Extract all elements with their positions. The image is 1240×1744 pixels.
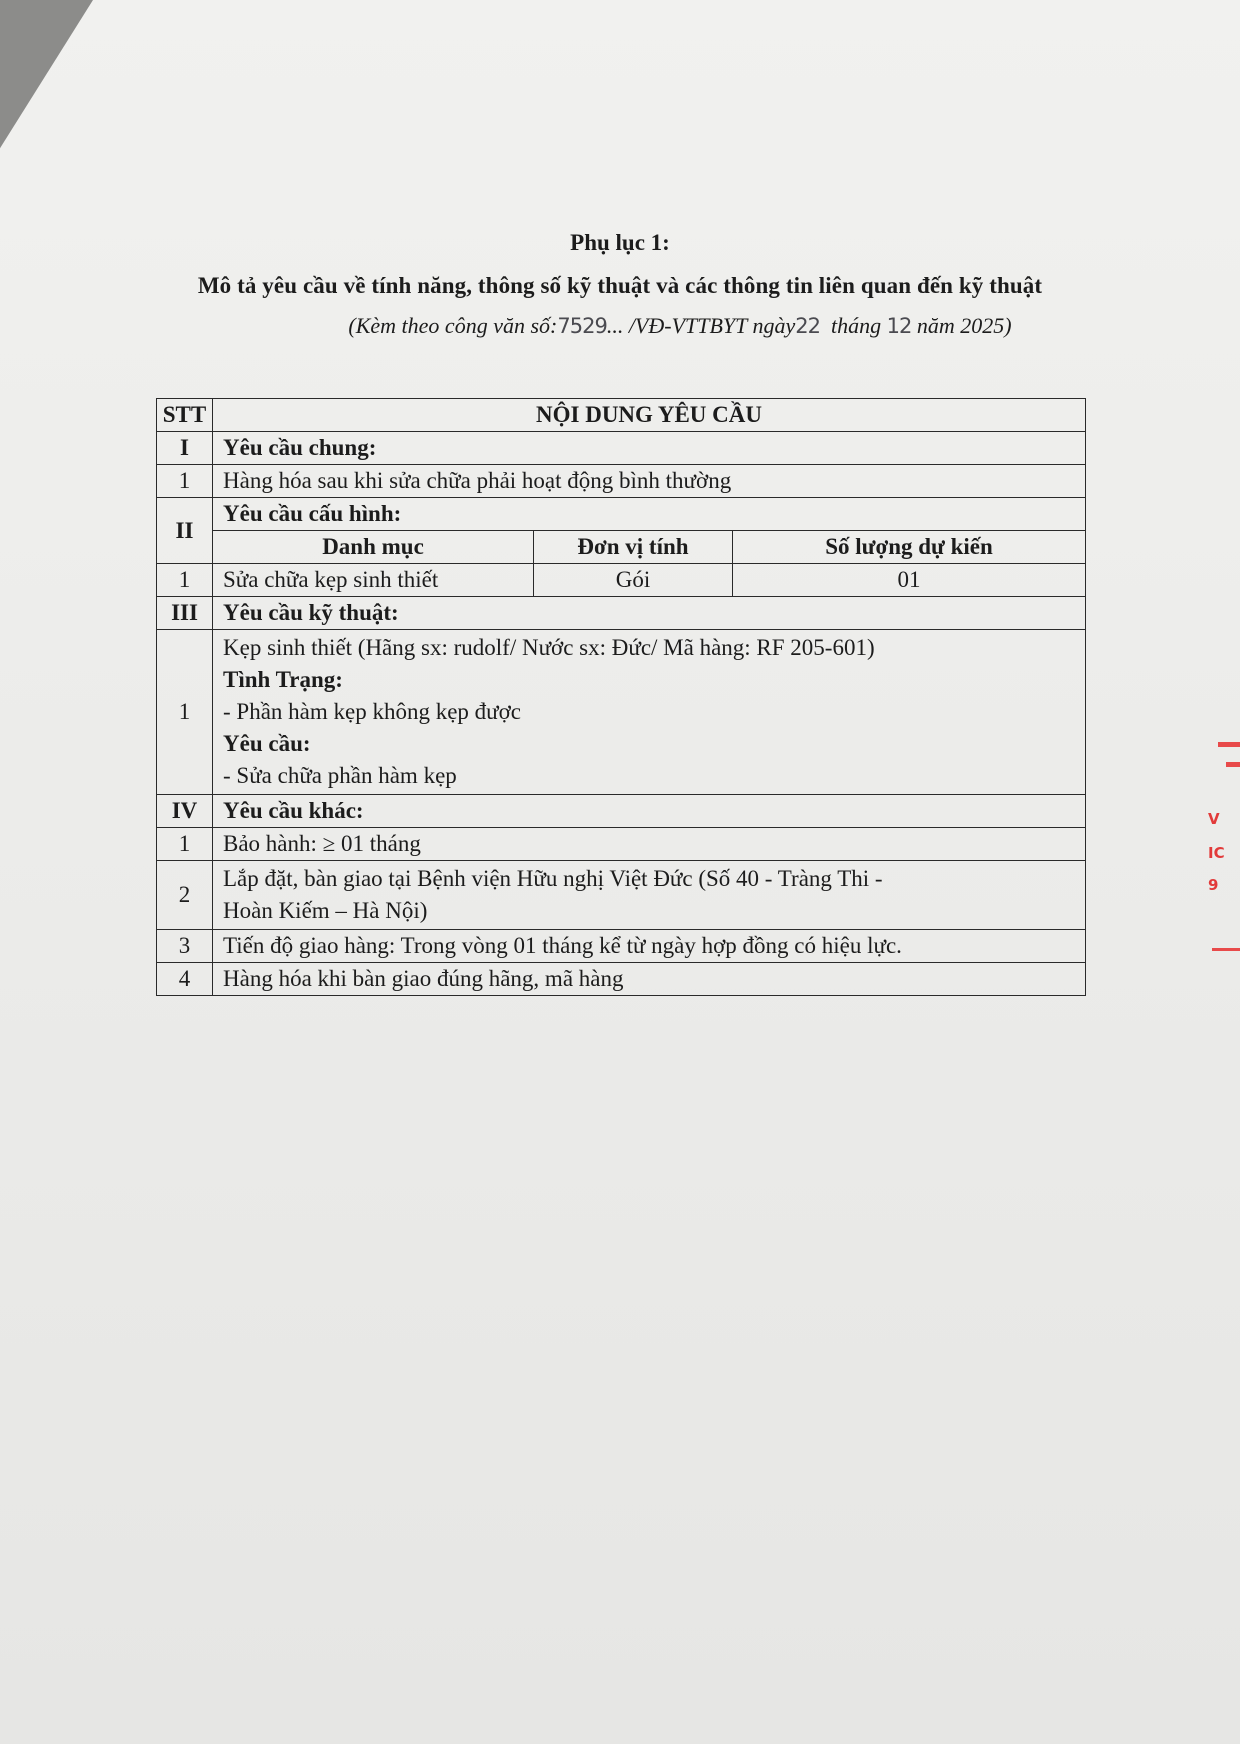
row-number: 3 [157, 930, 213, 963]
row-text: Tiến độ giao hàng: Trong vòng 01 tháng kể từ ngày hợp đồng có hiệu lực. [213, 930, 1086, 963]
appendix-subtitle: Mô tả yêu cầu về tính năng, thông số kỹ thuật và các thông tin liên quan đến kỹ thuật [197, 273, 1043, 298]
section-number: III [157, 597, 213, 630]
ref-prefix: (Kèm theo công văn số: [348, 313, 558, 338]
section-number: IV [157, 795, 213, 828]
ref-suffix: năm 2025) [916, 313, 1012, 338]
row-text: Hàng hóa sau khi sửa chữa phải hoạt động bình thường [213, 465, 1086, 498]
device-description: Kẹp sinh thiết (Hãng sx: rudolf/ Nước sx: Đức/ Mã hàng: RF 205-601) [223, 635, 875, 660]
row-number: 2 [157, 861, 213, 930]
stamp-fragment-bar-top [1218, 742, 1240, 747]
row-text-line-1: Lắp đặt, bàn giao tại Bệnh viện Hữu nghị Việt Đức (Số 40 - Tràng Thi - [223, 866, 883, 891]
config-unit: Gói [534, 564, 733, 597]
table-row [157, 465, 1086, 498]
technical-detail [213, 630, 1086, 795]
appendix-title: Phụ lục 1: [570, 230, 670, 255]
section-title: Yêu cầu khác: [213, 795, 1086, 828]
table-row [157, 828, 1086, 861]
stamp-fragment-mark-1: V [1208, 812, 1220, 827]
status-text: - Phần hàm kẹp không kẹp được [223, 699, 522, 724]
row-number: 4 [157, 963, 213, 996]
requirement-text: - Sửa chữa phần hàm kẹp [223, 763, 457, 788]
ref-middle: ... /VĐ-VTTBYT ngày [606, 313, 796, 338]
header-stt: STT [157, 399, 213, 432]
config-header-qty: Số lượng dự kiến [733, 531, 1086, 564]
section-number: II [157, 498, 213, 564]
section-row-technical [157, 597, 1086, 630]
section-title: Yêu cầu chung: [213, 432, 1086, 465]
stamp-fragment-mark-2: IC [1208, 846, 1225, 861]
row-number: 1 [157, 630, 213, 795]
handwritten-day: 22 [795, 314, 820, 338]
ref-month-label: tháng [831, 313, 882, 338]
requirements-table [156, 398, 1086, 996]
row-text: Hàng hóa khi bàn giao đúng hãng, mã hàng [213, 963, 1086, 996]
section-row-config [157, 498, 1086, 531]
config-header-item: Danh mục [213, 531, 534, 564]
requirement-label: Yêu cầu: [223, 731, 311, 756]
row-number: 1 [157, 828, 213, 861]
section-row-other [157, 795, 1086, 828]
table-header-row [157, 399, 1086, 432]
table-row [157, 930, 1086, 963]
section-row-general [157, 432, 1086, 465]
row-number: 1 [157, 465, 213, 498]
row-text: Bảo hành: ≥ 01 tháng [213, 828, 1086, 861]
config-header-unit: Đơn vị tính [534, 531, 733, 564]
stamp-fragment-bar-bottom [1212, 948, 1240, 951]
handwritten-month: 12 [886, 314, 912, 338]
stamp-fragment-mark-3: 9 [1208, 878, 1219, 893]
row-text-multiline [213, 861, 1086, 930]
table-row [157, 861, 1086, 930]
row-number: 1 [157, 564, 213, 597]
handwritten-ref-number: 7529 [557, 314, 607, 338]
section-number: I [157, 432, 213, 465]
config-header-row [157, 531, 1086, 564]
document-reference [60, 313, 1240, 339]
header-content: NỘI DUNG YÊU CẦU [213, 399, 1086, 432]
section-title: Yêu cầu cấu hình: [213, 498, 1086, 531]
stamp-fragment-bar [1226, 762, 1240, 767]
config-qty: 01 [733, 564, 1086, 597]
config-item: Sửa chữa kẹp sinh thiết [213, 564, 534, 597]
status-label: Tình Trạng: [223, 667, 343, 692]
section-title: Yêu cầu kỹ thuật: [213, 597, 1086, 630]
table-row [157, 564, 1086, 597]
table-row [157, 630, 1086, 795]
table-row [157, 963, 1086, 996]
row-text-line-2: Hoàn Kiếm – Hà Nội) [223, 898, 428, 923]
